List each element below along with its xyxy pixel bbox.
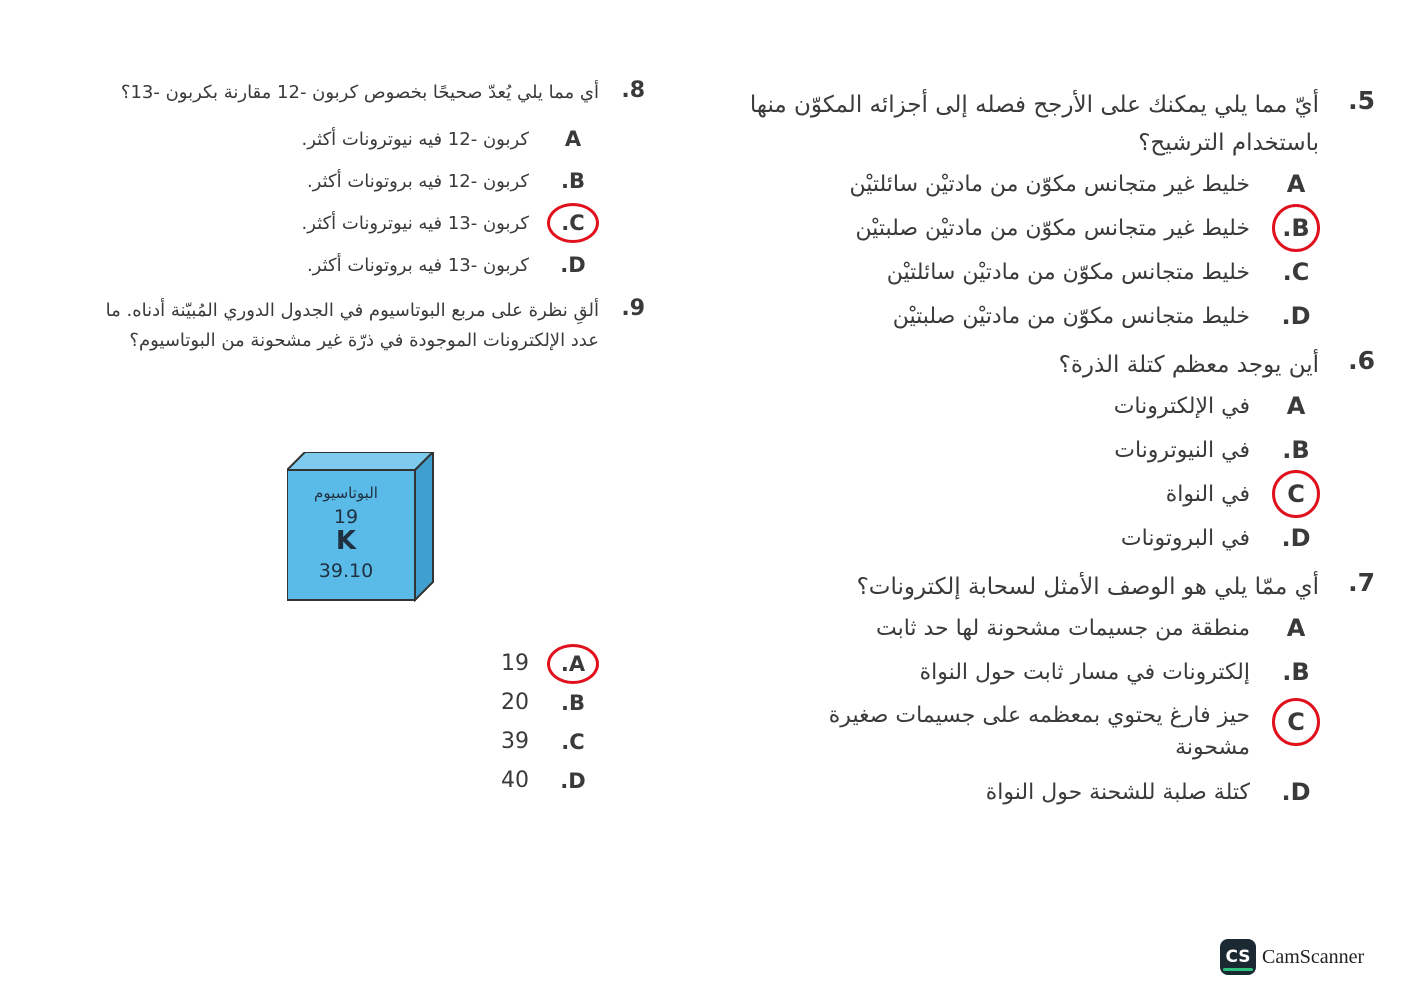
option-letter: .B <box>561 690 585 715</box>
option-text: خليط متجانس مكوّن من مادتيْن سائلتيْن <box>886 259 1250 285</box>
atomic-number: 19 <box>333 506 359 528</box>
option-d[interactable] <box>740 770 1320 814</box>
option-letter: .B <box>1282 436 1310 464</box>
question-number: 6. <box>1348 346 1375 375</box>
option-d[interactable] <box>85 761 599 800</box>
option-text: كربون -13 فيه نيوترونات أكثر. <box>301 212 529 234</box>
option-text: 20 <box>501 690 529 715</box>
option-c[interactable] <box>740 694 1320 770</box>
option-letter: A <box>1286 614 1306 642</box>
option-letter: A <box>1286 392 1306 420</box>
option-text: حيز فارغ يحتوي بمعظمه على جسيمات صغيرة مشحونة <box>828 703 1250 760</box>
option-text: كربون -12 فيه نيوترونات أكثر. <box>301 128 529 150</box>
option-letter: .D <box>1281 302 1311 330</box>
option-c[interactable] <box>740 250 1320 294</box>
option-letter: A <box>564 127 582 151</box>
option-a[interactable] <box>85 644 599 683</box>
question-7 <box>740 568 1375 814</box>
question-9 <box>85 296 645 356</box>
option-letter: .D <box>1281 778 1311 806</box>
question-text: ألقِ نظرة على مربع البوتاسيوم في الجدول الدوري المُبيّنة أدناه. ما عدد الإلكترونات الموجودة في ذرّة غير مشحونة من البوتاسيوم؟ <box>105 300 599 351</box>
question-6 <box>740 346 1375 560</box>
answer-options-9 <box>85 644 645 800</box>
option-a[interactable] <box>85 118 599 160</box>
camscanner-label: CamScanner <box>1262 945 1365 968</box>
option-d[interactable] <box>740 294 1320 338</box>
option-b[interactable] <box>85 683 599 722</box>
periodic-table-cell <box>287 452 435 602</box>
option-letter: .D <box>560 768 586 793</box>
option-d[interactable] <box>85 244 599 286</box>
option-letter-circled: .C <box>547 203 599 243</box>
option-letter: .B <box>1282 658 1310 686</box>
element-symbol: K <box>335 526 357 556</box>
option-text: في البروتونات <box>1120 525 1250 551</box>
element-info <box>287 484 405 582</box>
option-text: منطقة من جسيمات مشحونة لها حد ثابت <box>875 615 1250 641</box>
atomic-mass: 39.10 <box>318 560 374 582</box>
option-letter: .C <box>561 729 585 754</box>
question-number: 7. <box>1348 568 1375 597</box>
option-c[interactable] <box>85 722 599 761</box>
question-number: 5. <box>1348 86 1375 115</box>
option-d[interactable] <box>740 516 1320 560</box>
option-text: في الإلكترونات <box>1113 393 1250 419</box>
option-letter: .B <box>561 169 585 193</box>
option-a[interactable] <box>740 384 1320 428</box>
element-name: البوتاسيوم <box>314 484 378 502</box>
option-letter: .D <box>1281 524 1311 552</box>
option-letter: .C <box>1282 258 1310 286</box>
option-b[interactable] <box>85 160 599 202</box>
question-text: أيّ مما يلي يمكنك على الأرجح فصله إلى أجزائه المكوّن منها باستخدام الترشيح؟ <box>749 92 1319 156</box>
option-text: في النواة <box>1165 481 1250 507</box>
option-text: خليط متجانس مكوّن من مادتيْن صلبتيْن <box>892 303 1250 329</box>
question-text: أي مما يلي يُعدّ صحيحًا بخصوص كربون -12 مقارنة بكربون -13؟ <box>120 82 599 103</box>
question-number: 8. <box>621 78 645 103</box>
option-b[interactable] <box>740 206 1320 250</box>
option-text: كربون -13 فيه بروتونات أكثر. <box>306 254 529 276</box>
option-a[interactable] <box>740 606 1320 650</box>
option-b[interactable] <box>740 428 1320 472</box>
option-letter-circled: .A <box>547 644 599 684</box>
right-column <box>740 82 1375 814</box>
option-letter-circled: C <box>1272 470 1320 518</box>
option-b[interactable] <box>740 650 1320 694</box>
camscanner-logo-icon: CS <box>1220 939 1256 975</box>
option-text: كربون -12 فيه بروتونات أكثر. <box>306 170 529 192</box>
option-c[interactable] <box>85 202 599 244</box>
option-letter: .D <box>560 253 586 277</box>
option-text: خليط غير متجانس مكوّن من مادتيْن صلبتيْن <box>855 215 1250 241</box>
option-text: 39 <box>501 729 529 754</box>
option-text: خليط غير متجانس مكوّن من مادتيْن سائلتيْن <box>849 171 1250 197</box>
option-letter: A <box>1286 170 1306 198</box>
option-text: إلكترونات في مسار ثابت حول النواة <box>919 659 1250 685</box>
camscanner-watermark <box>1220 939 1364 975</box>
question-number: 9. <box>621 296 645 321</box>
question-8 <box>85 78 645 286</box>
option-text: في النيوترونات <box>1114 437 1250 463</box>
option-text: 19 <box>501 651 529 676</box>
question-text: أين يوجد معظم كتلة الذرة؟ <box>1058 352 1319 378</box>
question-5 <box>740 86 1375 338</box>
question-text: أي ممّا يلي هو الوصف الأمثل لسحابة إلكترونات؟ <box>856 574 1319 600</box>
option-letter-circled: C <box>1272 698 1320 746</box>
option-c[interactable] <box>740 472 1320 516</box>
option-text: كتلة صلبة للشحنة حول النواة <box>985 779 1250 805</box>
option-a[interactable] <box>740 162 1320 206</box>
option-letter-circled: .B <box>1272 204 1320 252</box>
option-text: 40 <box>501 768 529 793</box>
